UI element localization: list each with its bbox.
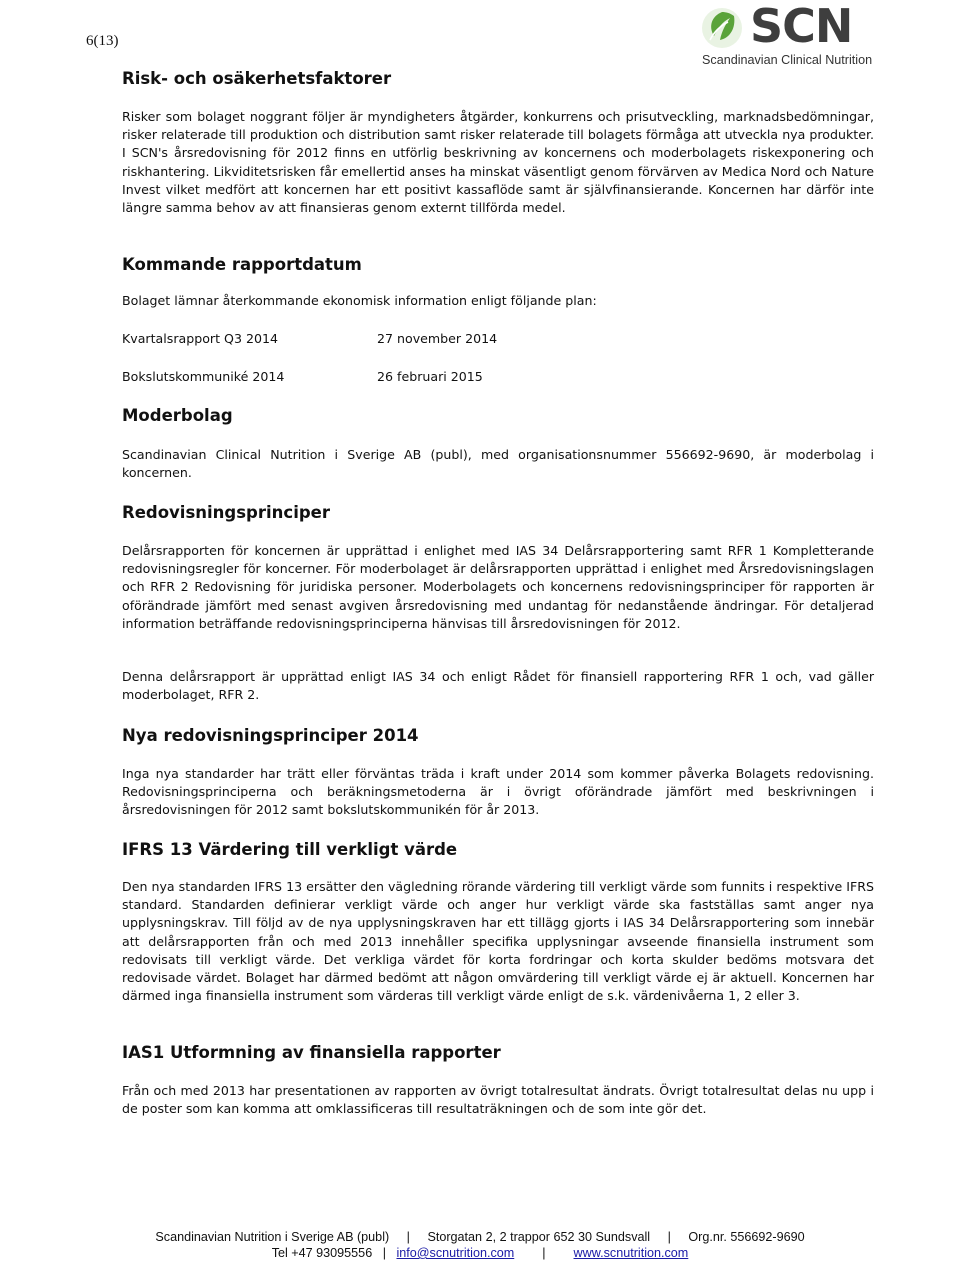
parent-heading: Moderbolag — [122, 406, 233, 425]
logo-wordmark: SCN — [750, 0, 853, 53]
report-date: 26 februari 2015 — [377, 369, 483, 384]
report-name: Kvartalsrapport Q3 2014 — [122, 331, 279, 346]
ifrs13-heading: IFRS 13 Värdering till verkligt värde — [122, 840, 458, 859]
footer-line-2: Tel +47 93095556 | info@scnutrition.com | www.scnutrition.com — [271, 1246, 689, 1260]
principles-paragraph-1: Delårsrapporten för koncernen är upprättad i enlighet med IAS 34 Delårsrapportering samt RFR 1 Kompletterande redovisningsregler för koncerner. För moderbolaget är delårsrapporten upprättad i enlighet med Årsredovisningslagen och RFR 2 Redovisning för juridiska personer. Moderbolagets och koncernens redovisningsprinciper för rapporten är oförändrade jämfört med senast avgiven årsredovisning med undantag för nedanstående ändringar. För detaljerad information beträffande redovisningsprinciperna hänvisas till årsredovisningen för 2012. — [122, 543, 874, 631]
logo-subtitle: Scandinavian Clinical Nutrition — [702, 53, 873, 67]
report-name: Bokslutskommuniké 2014 — [122, 369, 285, 384]
risk-heading: Risk- och osäkerhetsfaktorer — [122, 69, 392, 88]
footer-email-link[interactable]: info@scnutrition.com — [396, 1246, 515, 1260]
footer-orgnr: Org.nr. 556692-9690 — [688, 1230, 805, 1244]
footer-address: Storgatan 2, 2 trappor 652 30 Sundsvall — [427, 1230, 651, 1244]
footer-phone: Tel +47 93095556 — [271, 1246, 373, 1260]
company-logo — [700, 0, 873, 67]
footer-line-1: Scandinavian Nutrition i Sverige AB (publ) | Storgatan 2, 2 trappor 652 30 Sundsvall | Org.nr. 556692-9690 — [155, 1230, 805, 1244]
reports-heading: Kommande rapportdatum — [122, 255, 362, 274]
ias1-paragraph: Från och med 2013 har presentationen av rapporten av övrigt totalresultat ändrats. Övrigt totalresultat delas nu upp i de poster som kan komma att omklassificeras till resultaträkningen och de som inte gör det. — [122, 1083, 874, 1117]
new-principles-heading: Nya redovisningsprinciper 2014 — [122, 726, 419, 745]
new-principles-paragraph: Inga nya standarder har trätt eller förväntas träda i kraft under 2014 som kommer påverka Bolagets redovisning. Redovisningsprinciperna och beräkningsmetoderna är i övrigt oförändrade jämfört med beskrivningen i årsredovisningen för 2012 samt bokslutskommunikén för år 2013. — [122, 766, 874, 818]
report-row — [122, 331, 498, 346]
principles-heading: Redovisningsprinciper — [122, 503, 330, 522]
report-date: 27 november 2014 — [377, 331, 498, 346]
principles-paragraph-2: Denna delårsrapport är upprättad enligt IAS 34 och enligt Rådet för finansiell rapportering RFR 1 och, vad gäller moderbolaget, RFR 2. — [122, 669, 874, 703]
footer-web-link[interactable]: www.scnutrition.com — [573, 1246, 689, 1260]
risk-paragraph: Risker som bolaget noggrant följer är myndigheters åtgärder, konkurrens och prisutveckling, marknadsbedömningar, risker relaterade till produktion och distribution samt risker relaterade till bolagets förmåga att utveckla nya produkter. I SCN's årsredovisning för 2012 finns en utförlig beskrivning av koncernens och moderbolagets riskexponering och riskhantering. Likviditetsrisken får emellertid anses ha minskat väsentligt genom förvärven av Medica Nord och Nature Invest vilket medfört att koncernen har ett positivt kassaflöde samt är självfinansierande. Koncernen har därför inte längre samma behov av att finansieras genom externt tillförda medel. — [122, 109, 874, 216]
parent-paragraph: Scandinavian Clinical Nutrition i Sverige AB (publ), med organisationsnummer 556692-9690, är moderbolag i koncernen. — [122, 447, 874, 481]
reports-intro: Bolaget lämnar återkommande ekonomisk information enligt följande plan: — [122, 293, 597, 308]
ifrs13-paragraph: Den nya standarden IFRS 13 ersätter den vägledning rörande värdering till verkligt värde som funnits i respektive IFRS standard. Standarden definierar verkligt värde och anger hur verkligt värde ska fastställas samt anger nya upplysningskrav. Till följd av de nya upplysningskraven har ett tillägg gjorts i IAS 34 Delårsrapportering som innebär att delårsrapporten från och med 2013 innehåller specifika upplysningar avseende finansiella instrument som redovisats till verkligt värde. Det verkliga värdet för korta fordringar och korta skulder bedöms motsvara det redovisade värdet. Bolaget har därmed bedömt att någon omvärdering till verkligt värde ej är aktuell. Koncernen har därmed inga finansiella instrument som värderas till verkligt värde enligt de s.k. värdenivåerna 1, 2 eller 3. — [122, 879, 874, 1004]
leaf-logo-icon — [700, 6, 744, 50]
ias1-heading: IAS1 Utformning av finansiella rapporter — [122, 1043, 501, 1062]
footer-company: Scandinavian Nutrition i Sverige AB (publ) — [155, 1230, 390, 1244]
page-number: 6(13) — [86, 33, 119, 49]
report-row — [122, 369, 483, 384]
